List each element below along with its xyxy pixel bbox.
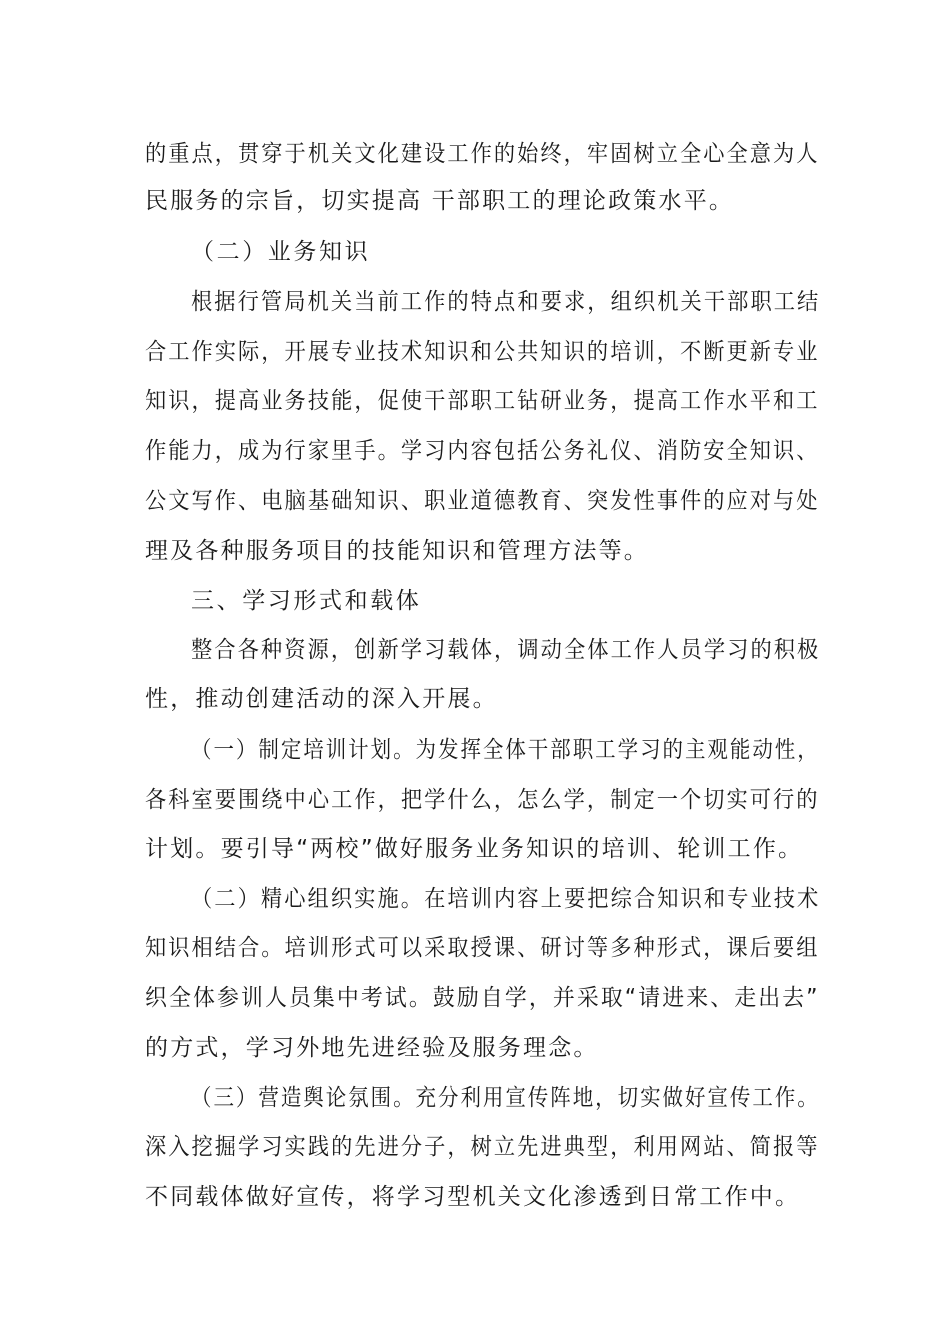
section-heading: 三、学习形式和载体	[191, 588, 422, 614]
body-text-line: 的重点，贯穿于机关文化建设工作的始终，牢固树立全心全意为人	[145, 141, 820, 167]
body-text-line: 计划。要引导“两校”做好服务业务知识的培训、轮训工作。	[145, 836, 804, 862]
body-text-line: 理及各种服务项目的技能知识和管理方法等。	[145, 538, 649, 564]
body-text-line: 作能力，成为行家里手。学习内容包括公务礼仪、消防安全知识、	[145, 438, 820, 464]
body-text-line: 织全体参训人员集中考试。鼓励自学，并采取“请进来、走出去”	[145, 985, 820, 1011]
body-text-line: 公文写作、电脑基础知识、职业道德教育、突发性事件的应对与处	[145, 488, 820, 514]
body-text-line: 的方式，学习外地先进经验及服务理念。	[145, 1035, 599, 1061]
paragraph-first-line: （三）营造舆论氛围。充分利用宣传阵地，切实做好宣传工作。	[191, 1085, 820, 1111]
paragraph-first-line: （二）精心组织实施。在培训内容上要把综合知识和专业技术	[191, 886, 821, 912]
section-heading: （二）业务知识	[191, 239, 371, 265]
body-text-line: 各科室要围绕中心工作，把学什么，怎么学，制定一个切实可行的	[145, 787, 820, 813]
body-text-line: 深入挖掘学习实践的先进分子，树立先进典型，利用网站、简报等	[145, 1134, 820, 1160]
paragraph-first-line: 整合各种资源，创新学习载体，调动全体工作人员学习的积极	[191, 637, 821, 663]
paragraph-first-line: 根据行管局机关当前工作的特点和要求，组织机关干部职工结	[191, 289, 821, 315]
body-text-line: 知识，提高业务技能，促使干部职工钻研业务，提高工作水平和工	[145, 388, 820, 414]
body-text-line: 民服务的宗旨，切实提高 干部职工的理论政策水平。	[145, 188, 735, 214]
body-text-line: 不同载体做好宣传，将学习型机关文化渗透到日常工作中。	[145, 1184, 801, 1210]
body-text-line: 性，推动创建活动的深入开展。	[145, 686, 498, 712]
body-text-line: 合工作实际，开展专业技术知识和公共知识的培训，不断更新专业	[145, 339, 820, 365]
body-text-line: 知识相结合。培训形式可以采取授课、研讨等多种形式，课后要组	[145, 935, 820, 961]
paragraph-first-line: （一）制定培训计划。为发挥全体干部职工学习的主观能动性，	[191, 737, 820, 763]
